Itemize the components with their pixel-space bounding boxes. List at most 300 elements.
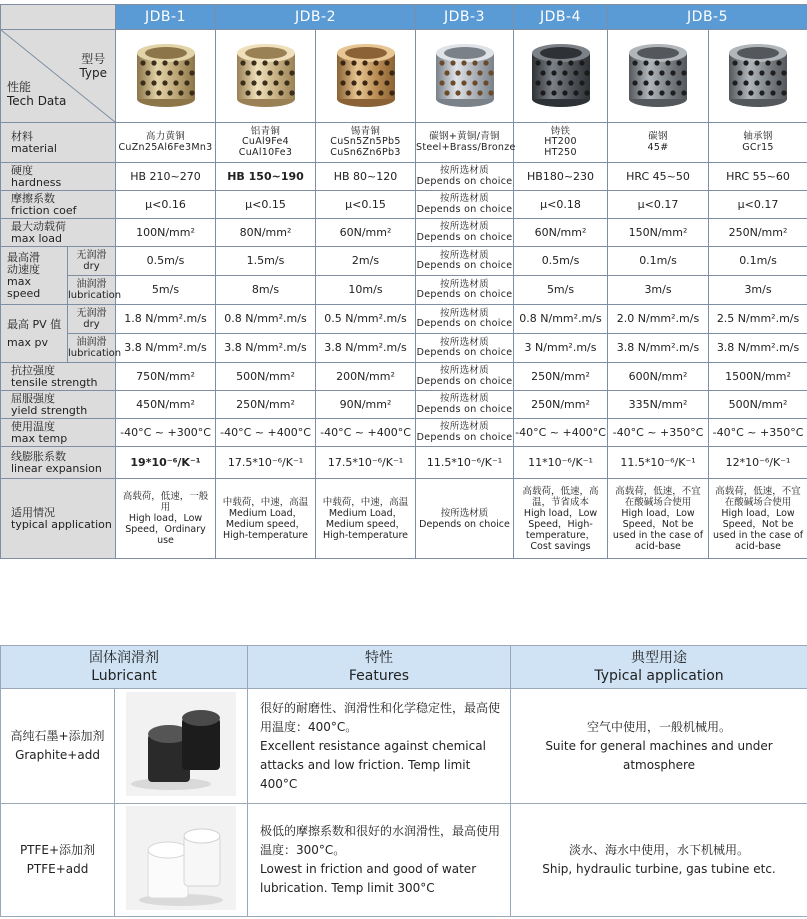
- yield-value: [216, 391, 316, 419]
- application-en: High load，Low Speed，Ordinary use: [125, 513, 206, 546]
- bronze-bushing-image: [329, 37, 403, 111]
- features-cn: 极低的摩擦系数和很好的水润滑性，最高使用温度：300°C。: [260, 824, 501, 857]
- tensile-value: [116, 363, 216, 391]
- group-jdb1: JDB-1: [116, 5, 216, 30]
- bushing-image-cell: [316, 30, 416, 123]
- tech-data-label: [7, 80, 66, 108]
- bushing-image-cell: [709, 30, 807, 123]
- maxpv-lub-value: [514, 334, 608, 363]
- expansion-value: [514, 447, 608, 479]
- cell-line: 按所选材质: [440, 249, 490, 261]
- label-en: typical application: [11, 517, 112, 531]
- cell-line: HT200: [544, 136, 577, 148]
- max-load-row: [1, 219, 807, 247]
- expansion-value: [709, 447, 807, 479]
- cell-line: 12*10⁻⁶/K⁻¹: [725, 455, 791, 469]
- maxspeed-lub-value: [316, 276, 416, 305]
- maxtemp-value: [416, 419, 514, 447]
- cell-line: 3.8 N/mm².m/s: [124, 341, 207, 354]
- bushing-image-cell: [416, 30, 514, 123]
- cell-line: 11*10⁻⁶/K⁻¹: [528, 455, 593, 469]
- cell-line: HB180~230: [527, 169, 595, 183]
- cell-line: μ<0.15: [345, 197, 386, 211]
- features-header: [248, 646, 511, 689]
- label-cn: 最大动载荷: [11, 219, 66, 233]
- lubricant-features: [248, 689, 511, 804]
- cell-line: 250N/mm²: [531, 397, 590, 411]
- friction-value: [316, 191, 416, 219]
- header-cn: 固体润滑剂: [89, 650, 159, 666]
- yield-value: [608, 391, 709, 419]
- friction-label: [1, 191, 116, 219]
- application-cn: 中载荷，中速，高温: [222, 496, 309, 508]
- maxpv-lub-value: [709, 334, 807, 363]
- application-value: [514, 479, 608, 559]
- hardness-row: [1, 163, 807, 191]
- cell-line: -40°C ~ +300°C: [120, 425, 211, 439]
- cell-line: Steel+Brass/Bronze: [416, 141, 516, 153]
- tech-label-cn: 性能: [7, 80, 32, 94]
- spec-table: [0, 4, 807, 559]
- cell-line: 按所选材质: [440, 393, 490, 404]
- tensile-value: [514, 363, 608, 391]
- cell-line: HRC 45~50: [626, 169, 690, 183]
- label-en: material: [11, 141, 57, 155]
- lubricant-header-row: [1, 646, 807, 689]
- header-cn: 特性: [365, 650, 393, 666]
- maxpv-lub-value: [608, 334, 709, 363]
- max-speed-dry-row: [1, 247, 807, 276]
- maxspeed-lub-value: [514, 276, 608, 305]
- application-value: [709, 479, 807, 559]
- tech-label-en: Tech Data: [7, 94, 67, 108]
- cell-line: 锡青铜: [350, 125, 381, 137]
- lubricant-features: [248, 804, 511, 917]
- group-jdb3: JDB-3: [416, 5, 514, 30]
- friction-value: [608, 191, 709, 219]
- cell-line: CuAl10Fe3: [238, 146, 293, 158]
- material-value: [709, 123, 807, 163]
- application-value: [216, 479, 316, 559]
- cell-line: 3.8 N/mm².m/s: [716, 341, 800, 354]
- bearing-steel-bushing-image: [721, 37, 795, 111]
- friction-value: [514, 191, 608, 219]
- maxtemp-value: [316, 419, 416, 447]
- lubricant-name: [1, 804, 115, 917]
- lubricant-row: [1, 689, 807, 804]
- sublabel-cn: 油润滑: [76, 337, 107, 348]
- tensile-row: [1, 363, 807, 391]
- expansion-value: [316, 447, 416, 479]
- brass-bushing-image: [129, 37, 203, 111]
- header-corner: [1, 5, 116, 30]
- cell-line: 250N/mm²: [531, 369, 590, 383]
- cell-line: Depends on choice: [416, 175, 513, 187]
- cell-line: 5m/s: [151, 283, 180, 296]
- maxspeed-dry-value: [216, 247, 316, 276]
- cell-line: 150N/mm²: [628, 225, 688, 239]
- cell-line: 250N/mm²: [236, 397, 295, 411]
- cell-line: 3.8 N/mm².m/s: [616, 341, 700, 354]
- lubricant-name: [1, 689, 115, 804]
- cell-line: -40°C ~ +400°C: [220, 425, 311, 439]
- cell-line: HT250: [544, 146, 577, 158]
- cell-line: 3.8 N/mm².m/s: [224, 341, 307, 354]
- cell-line: CuZn25Al6Fe3Mn3: [118, 141, 213, 153]
- label-line: 最高滑: [7, 250, 40, 264]
- cell-line: 碳钢+黄铜/青铜: [429, 131, 500, 142]
- cell-line: 2.0 N/mm².m/s: [616, 312, 700, 325]
- tensile-label: [1, 363, 116, 391]
- sublabel-en: lubrication: [68, 290, 122, 301]
- maxspeed-lub-value: [709, 276, 807, 305]
- cell-line: HB 80~120: [333, 169, 398, 183]
- cell-line: 2.5 N/mm².m/s: [716, 312, 800, 325]
- cell-line: 铸铁: [550, 125, 571, 137]
- application-en: Suite for general machines and under atmosphere: [545, 738, 773, 772]
- cell-line: HB 210~270: [130, 169, 201, 183]
- cell-line: 按所选材质: [440, 221, 490, 232]
- cell-line: 0.5 N/mm².m/s: [324, 312, 407, 325]
- model-header-row: [1, 5, 807, 30]
- material-value: [514, 123, 608, 163]
- cell-line: Depends on choice: [416, 347, 513, 358]
- cell-line: 1.5m/s: [246, 254, 285, 267]
- lubricant-table: [0, 645, 807, 917]
- cell-line: 11.5*10⁻⁶/K⁻¹: [426, 455, 503, 469]
- cell-line: 1.8 N/mm².m/s: [124, 312, 207, 325]
- cell-line: μ<0.15: [245, 197, 286, 211]
- cell-line: Depends on choice: [416, 203, 513, 215]
- cell-line: μ<0.18: [540, 197, 581, 211]
- maxtemp-label: [1, 419, 116, 447]
- application-en: Medium Load，Medium speed，High-temperature: [323, 507, 408, 541]
- maxload-label: [1, 219, 116, 247]
- cell-line: 0.8 N/mm².m/s: [519, 312, 602, 325]
- bushing-image-cell: [514, 30, 608, 123]
- cell-line: Depends on choice: [416, 318, 513, 329]
- cell-line: -40°C ~ +400°C: [515, 425, 606, 439]
- application-value: [116, 479, 216, 559]
- application-header: [511, 646, 807, 689]
- cell-line: μ<0.17: [737, 197, 779, 211]
- cell-line: CuAl9Fe4: [241, 136, 290, 148]
- hardness-value: [514, 163, 608, 191]
- cell-line: 1500N/mm²: [725, 369, 791, 383]
- type-label-en: Type: [79, 66, 107, 80]
- lubricant-name-cn: 高纯石墨+添加剂: [10, 729, 105, 743]
- expansion-value: [416, 447, 514, 479]
- cell-line: Depends on choice: [416, 403, 513, 415]
- iron-bushing-image: [524, 37, 598, 111]
- lubricant-image-cell: [115, 689, 248, 804]
- cell-line: 2m/s: [351, 254, 380, 267]
- cell-line: 60N/mm²: [534, 225, 587, 239]
- lubricant-application: [511, 804, 807, 917]
- group-jdb2: JDB-2: [216, 5, 416, 30]
- cell-line: Depends on choice: [416, 431, 513, 443]
- application-en: High load，Low Speed，Not be used in the case of acid-base: [612, 507, 704, 552]
- maxspeed-dry-value: [116, 247, 216, 276]
- maxspeed-lub-value: [416, 276, 514, 305]
- cell-line: 17.5*10⁻⁶/K⁻¹: [327, 455, 404, 469]
- bushing-image-cell: [608, 30, 709, 123]
- maxpv-dry-value: [709, 305, 807, 334]
- maxtemp-value: [608, 419, 709, 447]
- max-speed-dry-sublabel: [68, 247, 116, 276]
- cell-line: 335N/mm²: [628, 397, 688, 411]
- maxpv-lub-value: [216, 334, 316, 363]
- maxpv-dry-value: [514, 305, 608, 334]
- cell-line: μ<0.16: [145, 197, 186, 211]
- application-en: Medium Load，Medium speed，High-temperature: [223, 507, 308, 541]
- cell-line: HRC 55~60: [726, 169, 790, 183]
- maxspeed-lub-value: [116, 276, 216, 305]
- cell-line: Depends on choice: [416, 375, 513, 387]
- maxload-value: [316, 219, 416, 247]
- label-en: friction coef: [11, 203, 77, 217]
- type-label-cn: 型号: [81, 52, 106, 66]
- label-en: yield strength: [11, 403, 88, 417]
- group-jdb5: JDB-5: [608, 5, 807, 30]
- cell-line: 45#: [647, 141, 669, 153]
- lubricant-header: [1, 646, 248, 689]
- bushing-image-cell: [216, 30, 316, 123]
- features-en: Lowest in friction and good of water lubrication. Temp limit 300°C: [260, 862, 477, 895]
- cell-line: μ<0.17: [637, 197, 679, 211]
- cell-line: Depends on choice: [416, 289, 513, 300]
- cell-line: 90N/mm²: [339, 397, 392, 411]
- header-en: Features: [348, 668, 410, 684]
- cell-line: 按所选材质: [440, 193, 490, 204]
- cell-line: 铝青铜: [250, 125, 281, 137]
- application-cn: 淡水、海水中使用，水下机械用。: [568, 843, 749, 857]
- cell-line: 按所选材质: [440, 278, 490, 290]
- cell-line: Depends on choice: [416, 260, 513, 271]
- steel-bushing-image: [428, 37, 502, 111]
- hardness-value: [316, 163, 416, 191]
- application-en: High load，Low Speed，Not be used in the case of acid-base: [712, 507, 804, 552]
- maxtemp-value: [709, 419, 807, 447]
- max-pv-dry-row: [1, 305, 807, 334]
- application-cn: 高载荷，低速，不宜在酸碱场合使用: [715, 485, 801, 508]
- cell-line: Depends on choice: [416, 231, 513, 243]
- lubricant-name-en: PTFE+add: [26, 862, 89, 876]
- cell-line: 600N/mm²: [628, 369, 688, 383]
- tensile-value: [709, 363, 807, 391]
- cell-line: 17.5*10⁻⁶/K⁻¹: [227, 455, 304, 469]
- maxtemp-value: [216, 419, 316, 447]
- features-en: Excellent resistance against chemical attacks and low friction. Temp limit 400°C: [260, 738, 486, 791]
- application-row: [1, 479, 807, 559]
- yield-row: [1, 391, 807, 419]
- material-row: [1, 123, 807, 163]
- label-en: tensile strength: [11, 375, 98, 389]
- max-pv-lub-sublabel: [68, 334, 122, 363]
- maxtemp-value: [514, 419, 608, 447]
- cell-line: 0.1m/s: [639, 254, 677, 267]
- brass-bushing-image: [229, 37, 303, 111]
- tensile-value: [316, 363, 416, 391]
- type-label: [79, 52, 107, 80]
- lubricant-name-en: Graphite+add: [15, 748, 100, 762]
- friction-row: [1, 191, 807, 219]
- lubricant-image-cell: [115, 804, 248, 917]
- hardness-value: [709, 163, 807, 191]
- application-cn: 中载荷，中速，高温: [322, 496, 409, 508]
- cell-line: -40°C ~ +400°C: [320, 425, 411, 439]
- cell-line: 450N/mm²: [136, 397, 195, 411]
- cell-line: 按所选材质: [440, 165, 490, 176]
- maxload-value: [116, 219, 216, 247]
- expansion-row: [1, 447, 807, 479]
- cell-line: 3m/s: [644, 283, 672, 296]
- graphite-plugs-image: [126, 692, 236, 796]
- maxload-value: [608, 219, 709, 247]
- cell-line: 3m/s: [744, 283, 772, 296]
- label-cn: 屈服强度: [11, 391, 55, 405]
- maxpv-lub-value: [416, 334, 514, 363]
- cell-line: 500N/mm²: [236, 369, 295, 383]
- maxspeed-dry-value: [316, 247, 416, 276]
- yield-value: [316, 391, 416, 419]
- maxspeed-lub-value: [608, 276, 709, 305]
- label-en: max temp: [11, 431, 68, 445]
- yield-value: [709, 391, 807, 419]
- bushing-image-cell: [116, 30, 216, 123]
- header-cn: 典型用途: [631, 650, 687, 666]
- label-cn: 硬度: [11, 163, 33, 177]
- sublabel-cn: 油润滑: [76, 279, 107, 290]
- application-cn: 空气中使用，一般机械用。: [586, 719, 731, 734]
- features-cn: 很好的耐磨性、润滑性和化学稳定性，最高使用温度：400°C。: [260, 700, 501, 734]
- maxload-value: [416, 219, 514, 247]
- cell-line: 10m/s: [348, 283, 383, 296]
- application-value: [416, 479, 514, 559]
- cell-line: 按所选材质: [440, 307, 490, 319]
- sublabel-en: dry: [83, 261, 100, 272]
- maxspeed-dry-value: [709, 247, 807, 276]
- cell-line: 0.8 N/mm².m/s: [224, 312, 307, 325]
- label-en: max pv: [7, 335, 48, 349]
- cell-line: -40°C ~ +350°C: [712, 425, 804, 439]
- sublabel-cn: 无润滑: [76, 250, 107, 261]
- cell-line: 3.8 N/mm².m/s: [324, 341, 407, 354]
- lubricant-application: [511, 689, 807, 804]
- hardness-value: [416, 163, 514, 191]
- cell-line: 500N/mm²: [728, 397, 788, 411]
- maxload-value: [709, 219, 807, 247]
- header-en: Typical application: [594, 668, 724, 684]
- ptfe-plugs-image: [126, 806, 236, 910]
- material-value: [316, 123, 416, 163]
- cell-line: 250N/mm²: [728, 225, 788, 239]
- cell-line: 80N/mm²: [239, 225, 292, 239]
- cell-line: 轴承钢: [743, 131, 773, 142]
- friction-value: [216, 191, 316, 219]
- label-cn: 抗拉强度: [11, 363, 55, 377]
- label-line: max speed: [7, 274, 41, 300]
- sublabel-cn: 无润滑: [76, 308, 107, 319]
- maxpv-dry-value: [416, 305, 514, 334]
- cell-line: 750N/mm²: [136, 369, 195, 383]
- label-cn: 使用温度: [11, 419, 55, 433]
- expansion-value: [608, 447, 709, 479]
- material-label: [1, 123, 116, 163]
- cell-line: 0.5m/s: [146, 254, 185, 267]
- maxpv-dry-value: [116, 305, 216, 334]
- hardness-value: [116, 163, 216, 191]
- max-speed-label: [1, 247, 68, 305]
- application-en: High load，Low Speed，High-temperature，Cost savings: [523, 507, 598, 552]
- material-value: [416, 123, 514, 163]
- maxpv-lub-value: [116, 334, 216, 363]
- label-cn: 最高 PV 值: [7, 317, 62, 331]
- application-cn: 高载荷，低速，不宜在酸碱场合使用: [615, 485, 701, 508]
- friction-value: [709, 191, 807, 219]
- label-line: 动速度: [7, 262, 40, 276]
- tensile-value: [216, 363, 316, 391]
- cell-line: 5m/s: [546, 283, 575, 296]
- max-pv-dry-sublabel: [68, 305, 116, 334]
- yield-label: [1, 391, 116, 419]
- friction-value: [416, 191, 514, 219]
- material-value: [608, 123, 709, 163]
- label-cn: 适用情况: [11, 505, 55, 519]
- maxpv-lub-value: [316, 334, 416, 363]
- maxspeed-dry-value: [514, 247, 608, 276]
- label-en: linear expansion: [11, 461, 102, 475]
- expansion-value: [116, 447, 216, 479]
- max-temp-row: [1, 419, 807, 447]
- cell-line: 3 N/mm².m/s: [524, 341, 597, 354]
- cell-line: 100N/mm²: [136, 225, 195, 239]
- application-cn: 高载荷，低速，一般用: [122, 491, 209, 513]
- maxpv-dry-value: [216, 305, 316, 334]
- application-en: Depends on choice: [419, 518, 510, 530]
- label-cn: 材料: [11, 129, 33, 143]
- cell-line: 19*10⁻⁶/K⁻¹: [130, 455, 201, 469]
- max-speed-lub-row: [1, 276, 807, 305]
- cell-line: 11.5*10⁻⁶/K⁻¹: [620, 455, 696, 469]
- maxspeed-lub-value: [216, 276, 316, 305]
- image-row: [1, 30, 807, 123]
- yield-value: [116, 391, 216, 419]
- header-en: Lubricant: [91, 668, 157, 684]
- tensile-value: [416, 363, 514, 391]
- application-value: [608, 479, 709, 559]
- cell-line: CuSn5Zn5Pb5: [330, 136, 401, 148]
- hardness-value: [216, 163, 316, 191]
- application-cn: 高载荷，低速，高温，节省成本: [522, 485, 599, 508]
- cell-line: 按所选材质: [440, 336, 490, 348]
- cell-line: 高力黄铜: [145, 131, 186, 142]
- cell-line: 200N/mm²: [336, 369, 395, 383]
- friction-value: [116, 191, 216, 219]
- cell-line: 60N/mm²: [339, 225, 392, 239]
- cell-line: HB 150~190: [227, 169, 304, 183]
- expansion-value: [216, 447, 316, 479]
- maxpv-dry-value: [316, 305, 416, 334]
- yield-value: [416, 391, 514, 419]
- cell-line: 0.5m/s: [541, 254, 580, 267]
- expansion-label: [1, 447, 116, 479]
- max-pv-label: [1, 305, 68, 363]
- hardness-value: [608, 163, 709, 191]
- maxtemp-value: [116, 419, 216, 447]
- max-speed-lub-sublabel: [68, 276, 122, 305]
- application-value: [316, 479, 416, 559]
